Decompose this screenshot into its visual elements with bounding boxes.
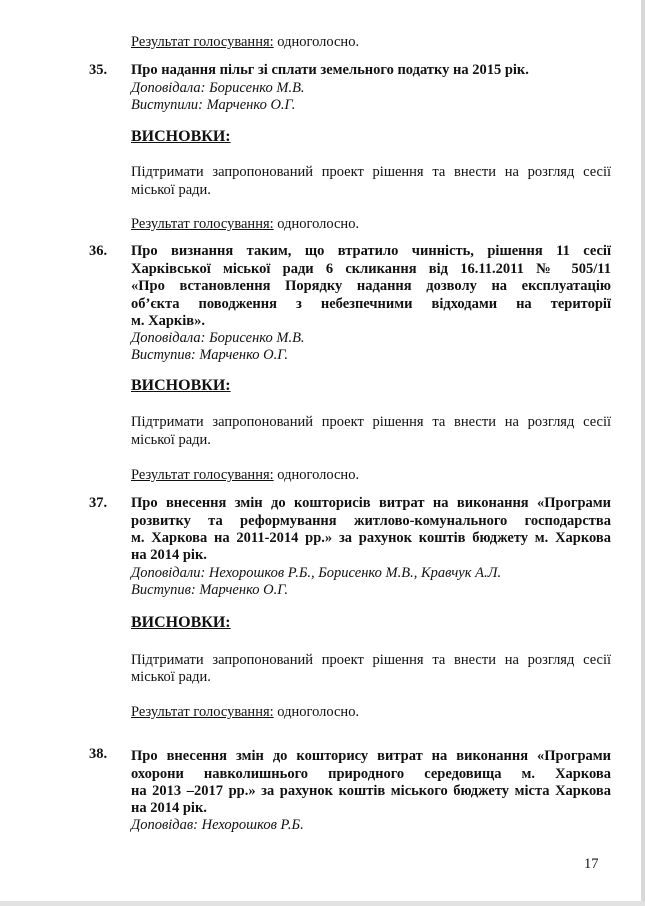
item-title-36-line3: «Про встановлення Порядку надання дозволу на експлуатацію [131, 278, 611, 294]
item-reporter-35: Доповідала: Борисенко М.В. [131, 80, 305, 96]
item-speaker-36: Виступив: Марченко О.Г. [131, 347, 289, 363]
page-number: 17 [584, 856, 599, 872]
item-reporter-38: Доповідав: Нехорошков Р.Б. [131, 817, 304, 833]
vote-result-value: одноголосно. [273, 704, 360, 720]
item-title-36-line4: об’єкта поводження з небезпечними відходами на території [131, 296, 611, 312]
conclusions-heading-37: ВИСНОВКИ: [131, 614, 231, 631]
vote-result-35 [131, 215, 359, 233]
item-speaker-37: Виступив: Марченко О.Г. [131, 582, 289, 598]
vote-result-value: одноголосно. [273, 467, 360, 483]
item-number-36: 36. [89, 243, 108, 259]
conclusion-line1-35: Підтримати запропонований проект рішення та внести на розгляд сесії [131, 164, 611, 180]
vote-result-36 [131, 466, 359, 484]
conclusion-line2-36: міської ради. [131, 432, 211, 448]
item-speaker-35: Виступили: Марченко О.Г. [131, 97, 296, 113]
item-title-36-line1: Про визнання таким, що втратило чинність, рішення 11 сесії [131, 243, 611, 259]
vote-result-label: Результат голосування: [131, 467, 274, 483]
item-title-38-line1: Про внесення змін до кошторису витрат на виконання «Програми [131, 748, 611, 764]
item-title-36-line5: м. Харків». [131, 313, 206, 329]
vote-result-value: одноголосно. [273, 34, 360, 50]
page-edge-bottom [0, 901, 645, 906]
conclusions-heading-35: ВИСНОВКИ: [131, 128, 231, 145]
conclusion-line1-37: Підтримати запропонований проект рішення та внести на розгляд сесії [131, 652, 611, 668]
vote-result-label: Результат голосування: [131, 34, 274, 50]
item-title-37-line4: на 2014 рік. [131, 547, 207, 563]
vote-result-37 [131, 703, 359, 721]
item-number-35: 35. [89, 62, 108, 78]
item-title-37-line3: м. Харкова на 2011-2014 рр.» за рахунок коштів бюджету м. Харкова [131, 530, 611, 546]
conclusion-line2-37: міської ради. [131, 669, 211, 685]
item-number-37: 37. [89, 495, 108, 511]
item-number-38: 38. [89, 746, 108, 762]
item-reporter-37: Доповідали: Нехорошков Р.Б., Борисенко М.В., Кравчук А.Л. [131, 565, 502, 581]
item-title-38-line3: на 2013 –2017 рр.» за рахунок коштів міського бюджету міста Харкова [131, 783, 611, 799]
vote-result-value: одноголосно. [273, 216, 360, 232]
conclusion-line2-35: міської ради. [131, 182, 211, 198]
item-title-36-line2: Харківської міської ради 6 скликання від 16.11.2011 № 505/11 [131, 261, 611, 277]
item-title-37-line1: Про внесення змін до кошторисів витрат на виконання «Програми [131, 495, 611, 511]
item-title-38-line2: охорони навколишнього природного середовища м. Харкова [131, 766, 611, 782]
item-reporter-36: Доповідала: Борисенко М.В. [131, 330, 305, 346]
vote-result-label: Результат голосування: [131, 704, 274, 720]
conclusion-line1-36: Підтримати запропонований проект рішення та внести на розгляд сесії [131, 414, 611, 430]
conclusions-heading-36: ВИСНОВКИ: [131, 377, 231, 394]
item-title-35: Про надання пільг зі сплати земельного податку на 2015 рік. [131, 62, 529, 78]
vote-result-label: Результат голосування: [131, 216, 274, 232]
item-title-38-line4: на 2014 рік. [131, 800, 207, 816]
item-title-37-line2: розвитку та реформування житлово-комунального господарства [131, 513, 611, 529]
vote-result-0 [131, 33, 359, 51]
page-edge-right [641, 0, 645, 906]
